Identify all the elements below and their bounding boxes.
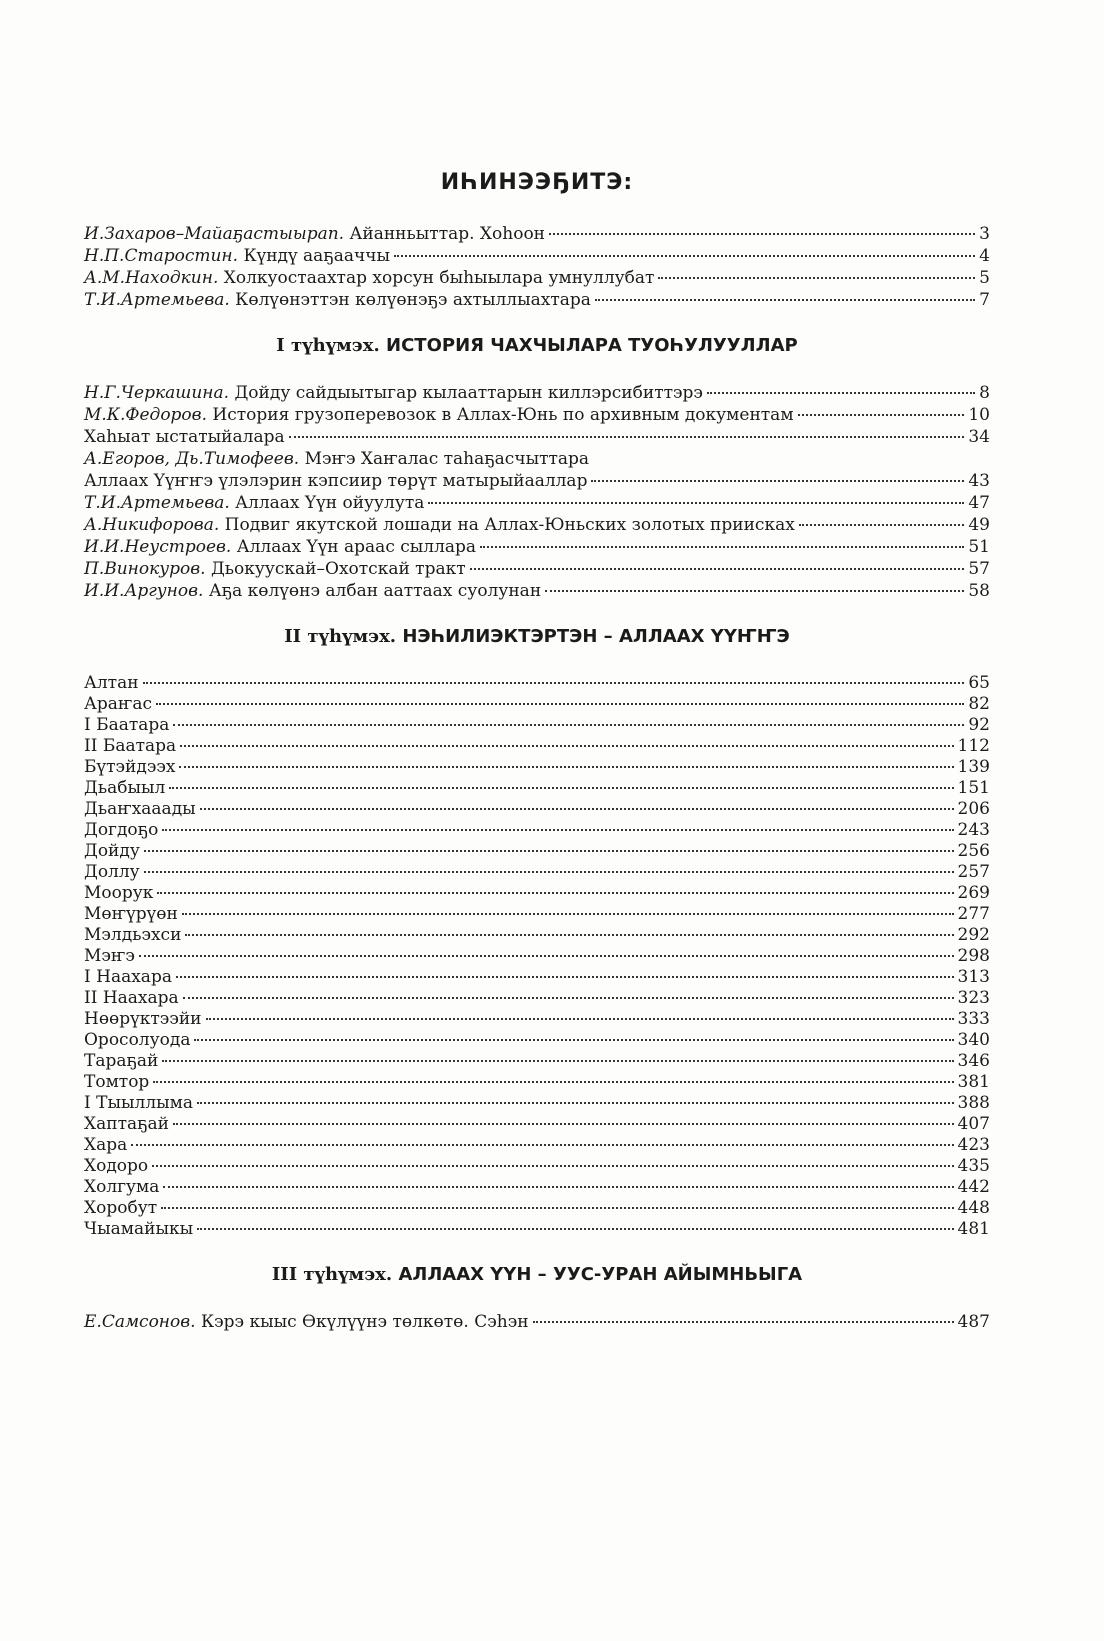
dot-leader <box>157 892 953 894</box>
page-number: 139 <box>957 757 990 777</box>
page-number: 442 <box>957 1177 990 1197</box>
entry-text <box>84 883 153 904</box>
dot-leader <box>200 808 954 810</box>
toc-entry <box>84 1093 990 1114</box>
entry-title: Нөөрүктээйи <box>84 1009 202 1029</box>
page-number: 58 <box>968 581 990 601</box>
entry-text <box>84 448 589 470</box>
toc-entry <box>84 426 990 448</box>
dot-leader <box>394 255 975 257</box>
table-of-contents <box>84 170 990 1333</box>
entry-title: Чыамайыкы <box>84 1219 194 1239</box>
entry-text <box>84 925 181 946</box>
section-title: ИСТОРИЯ ЧАХЧЫЛАРА ТУОҺУЛУУЛЛАР <box>386 335 798 356</box>
entry-title: Хаһыат ыстатыйалара <box>84 427 285 447</box>
page-number: 3 <box>979 224 990 244</box>
section-prefix: II түһүмэх. <box>284 626 397 647</box>
entry-text <box>84 904 178 925</box>
toc-entry <box>84 841 990 862</box>
dot-leader <box>799 524 965 526</box>
entry-title: Мэлдьэхси <box>84 925 182 945</box>
entry-author: П.Винокуров. <box>84 559 206 579</box>
entry-text <box>84 245 390 267</box>
dot-leader <box>176 976 954 978</box>
dot-leader <box>163 1186 953 1188</box>
entry-title: II Наахара <box>84 988 179 1008</box>
dot-leader <box>533 1321 954 1323</box>
page-number: 43 <box>968 471 990 491</box>
entry-text <box>84 1114 169 1135</box>
toc-entry <box>84 862 990 883</box>
entry-text <box>84 558 466 580</box>
page-number: 65 <box>968 673 990 693</box>
dot-leader <box>161 1207 953 1209</box>
toc-entry <box>84 382 990 404</box>
entry-text <box>84 404 794 426</box>
entry-text <box>84 580 541 602</box>
entry-title: Ходоро <box>84 1156 149 1176</box>
entry-text <box>84 1009 202 1030</box>
section-1-list <box>84 382 990 602</box>
entry-title: Дьокуускай–Охотскай тракт <box>210 559 466 579</box>
dot-leader <box>194 1039 953 1041</box>
entry-title: Хоробут <box>84 1198 158 1218</box>
entry-title: Аҕа көлүөнэ албан ааттаах суолунан <box>208 581 542 601</box>
section-prefix: I түһүмэх. <box>276 335 380 356</box>
entry-text <box>84 426 285 448</box>
entry-text <box>84 470 587 492</box>
entry-title: Тараҕай <box>84 1051 159 1071</box>
entry-title: Томтор <box>84 1072 150 1092</box>
dot-leader <box>179 766 953 768</box>
entry-title: История грузоперевозок в Аллах-Юнь по архивным документам <box>212 405 794 425</box>
dot-leader <box>591 480 964 482</box>
toc-entry <box>84 757 990 778</box>
dot-leader <box>545 590 964 592</box>
entry-text <box>84 862 140 883</box>
dot-leader <box>131 1144 953 1146</box>
entry-text <box>84 267 654 289</box>
toc-entry <box>84 1311 990 1333</box>
entry-title: I Наахара <box>84 967 172 987</box>
dot-leader <box>595 299 975 301</box>
entry-text <box>84 799 196 820</box>
entry-title: Доллу <box>84 862 140 882</box>
page-number: 277 <box>957 904 990 924</box>
entry-title: Кэрэ кыыс Өкүлүүнэ төлкөтө. Сэһэн <box>200 1312 529 1332</box>
page-number: 487 <box>957 1312 990 1332</box>
toc-entry <box>84 967 990 988</box>
toc-entry <box>84 245 990 267</box>
dot-leader <box>480 546 964 548</box>
entry-author: А.Егоров, Дь.Тимофеев. <box>84 449 300 469</box>
dot-leader <box>206 1018 954 1020</box>
section-heading-3 <box>84 1264 990 1285</box>
page-number: 340 <box>957 1030 990 1050</box>
dot-leader <box>197 1102 954 1104</box>
page-number: 257 <box>957 862 990 882</box>
entry-text <box>84 1135 127 1156</box>
entry-title: Моорук <box>84 883 154 903</box>
entry-title: Айанньыттар. Хоһоон <box>349 224 546 244</box>
entry-text <box>84 1030 190 1051</box>
section-title: АЛЛААХ ҮҮН – УУС-УРАН АЙЫМНЬЫГА <box>398 1264 803 1285</box>
section-3-list <box>84 1311 990 1333</box>
toc-entry <box>84 223 990 245</box>
entry-text <box>84 1051 158 1072</box>
entry-author: Е.Самсонов. <box>84 1312 196 1332</box>
entry-author: А.Никифорова. <box>84 515 220 535</box>
toc-entry <box>84 1072 990 1093</box>
toc-entry <box>84 925 990 946</box>
dot-leader <box>428 502 964 504</box>
page-number: 423 <box>957 1135 990 1155</box>
entry-title: I Тыыллыма <box>84 1093 194 1113</box>
intro-list <box>84 223 990 311</box>
toc-entry <box>84 1051 990 1072</box>
entry-text <box>84 536 476 558</box>
toc-entry <box>84 673 990 694</box>
toc-entry <box>84 1177 990 1198</box>
entry-title: Холкуостаахтар хорсун быһыылара умнуллубат <box>223 268 655 288</box>
dot-leader <box>658 277 975 279</box>
dot-leader <box>156 703 964 705</box>
entry-title: Подвиг якутской лошади на Аллах-Юньских золотых приисках <box>224 515 795 535</box>
toc-entry <box>84 1030 990 1051</box>
dot-leader <box>162 1060 953 1062</box>
page-number: 256 <box>957 841 990 861</box>
dot-leader <box>144 871 954 873</box>
toc-entry <box>84 289 990 311</box>
page-number: 448 <box>957 1198 990 1218</box>
dot-leader <box>182 913 954 915</box>
dot-leader <box>143 682 965 684</box>
entry-text <box>84 223 545 245</box>
toc-entry <box>84 1198 990 1219</box>
entry-text <box>84 1198 157 1219</box>
entry-title: Дьаҥхааады <box>84 799 196 819</box>
toc-entry <box>84 715 990 736</box>
dot-leader <box>197 1228 953 1230</box>
section-2-list <box>84 673 990 1240</box>
entry-text <box>84 841 140 862</box>
page-number: 57 <box>968 559 990 579</box>
page-number: 49 <box>968 515 990 535</box>
entry-title: Аллаах Үүн ойуулута <box>235 493 425 513</box>
entry-author: И.И.Неустроев. <box>84 537 232 557</box>
dot-leader <box>180 745 953 747</box>
entry-author: И.Захаров–Майаҕастыырап. <box>84 224 345 244</box>
toc-entry <box>84 267 990 289</box>
toc-entry <box>84 736 990 757</box>
entry-title: Дойду сайдыытыгар кылааттарын киллэрсибиттэрэ <box>234 383 703 403</box>
entry-text <box>84 967 172 988</box>
entry-text <box>84 757 175 778</box>
toc-entry <box>84 778 990 799</box>
entry-title: Мэҥэ Хаҥалас таһаҕасчыттара <box>304 449 590 469</box>
toc-entry <box>84 536 990 558</box>
section-heading-2 <box>84 626 990 647</box>
page-number: 435 <box>957 1156 990 1176</box>
page-number: 4 <box>979 246 990 266</box>
entry-text <box>84 1311 529 1333</box>
entry-author: Т.И.Артемьева. <box>84 493 230 513</box>
toc-entry <box>84 883 990 904</box>
section-prefix: III түһүмэх. <box>271 1264 393 1285</box>
page-number: 388 <box>957 1093 990 1113</box>
entry-title: Алтан <box>84 673 139 693</box>
entry-text <box>84 492 424 514</box>
dot-leader <box>139 955 954 957</box>
section-heading-1 <box>84 335 990 356</box>
entry-text <box>84 1093 193 1114</box>
toc-entry <box>84 1219 990 1240</box>
toc-entry <box>84 904 990 925</box>
page-number: 82 <box>968 694 990 714</box>
page-title: ИҺИНЭЭҔИТЭ: <box>440 170 634 195</box>
entry-title: Аллаах Үүн араас сыллара <box>236 537 477 557</box>
dot-leader <box>173 724 964 726</box>
entry-title: Дойду <box>84 841 140 861</box>
entry-title: I Баатара <box>84 715 170 735</box>
page-number: 323 <box>957 988 990 1008</box>
entry-text <box>84 988 179 1009</box>
entry-author: И.И.Аргунов. <box>84 581 204 601</box>
entry-text <box>84 1177 159 1198</box>
page-number: 5 <box>979 268 990 288</box>
entry-author: М.К.Федоров. <box>84 405 207 425</box>
dot-leader <box>169 787 953 789</box>
page-number: 112 <box>957 736 990 756</box>
page-number: 206 <box>957 799 990 819</box>
dot-leader <box>185 934 953 936</box>
dot-leader <box>152 1165 953 1167</box>
entry-text <box>84 289 591 311</box>
entry-author: Н.Г.Черкашина. <box>84 383 230 403</box>
entry-text <box>84 715 169 736</box>
dot-leader <box>707 392 975 394</box>
toc-entry <box>84 946 990 967</box>
dot-leader <box>144 850 954 852</box>
entry-text <box>84 820 158 841</box>
entry-author: Т.И.Артемьева. <box>84 290 230 310</box>
entry-title: Мөҥүрүөн <box>84 904 178 924</box>
entry-title: Көлүөнэттэн көлүөнэҕэ ахтыллыахтара <box>235 290 591 310</box>
dot-leader <box>289 436 965 438</box>
page-number: 292 <box>957 925 990 945</box>
page-number: 333 <box>957 1009 990 1029</box>
entry-text <box>84 673 139 694</box>
page-number: 313 <box>957 967 990 987</box>
entry-title: Хара <box>84 1135 128 1155</box>
page-number: 47 <box>968 493 990 513</box>
entry-text <box>84 514 795 536</box>
page-number: 151 <box>957 778 990 798</box>
toc-entry <box>84 1114 990 1135</box>
page-number: 243 <box>957 820 990 840</box>
page-number: 7 <box>979 290 990 310</box>
entry-text <box>84 1156 148 1177</box>
entry-title: Мэҥэ <box>84 946 135 966</box>
page-number: 298 <box>957 946 990 966</box>
page-number: 346 <box>957 1051 990 1071</box>
entry-text <box>84 946 135 967</box>
entry-title: Аллаах Үүҥҥэ үлэлэрин кэпсиир төрүт матырыйааллар <box>84 471 588 491</box>
page-number: 34 <box>968 427 990 447</box>
dot-leader <box>162 829 953 831</box>
entry-title: Оросолуода <box>84 1030 191 1050</box>
entry-text <box>84 1219 193 1240</box>
toc-entry <box>84 470 990 492</box>
entry-title: Хаптаҕай <box>84 1114 170 1134</box>
page-number: 51 <box>968 537 990 557</box>
toc-entry <box>84 1009 990 1030</box>
section-title: НЭҺИЛИЭКТЭРТЭН – АЛЛААХ ҮҮҤҤЭ <box>402 626 790 647</box>
toc-entry <box>84 820 990 841</box>
entry-text <box>84 1072 149 1093</box>
page-number: 8 <box>979 383 990 403</box>
dot-leader <box>183 997 954 999</box>
entry-title: Араҥас <box>84 694 153 714</box>
toc-entry <box>84 988 990 1009</box>
page-number: 10 <box>968 405 990 425</box>
entry-title: Дьабыыл <box>84 778 166 798</box>
entry-title: Холгума <box>84 1177 160 1197</box>
toc-entry <box>84 404 990 426</box>
page-number: 92 <box>968 715 990 735</box>
page-number: 381 <box>957 1072 990 1092</box>
toc-entry <box>84 1135 990 1156</box>
entry-title: Догдоҕо <box>84 820 159 840</box>
dot-leader <box>549 233 975 235</box>
toc-entry <box>84 1156 990 1177</box>
toc-entry <box>84 514 990 536</box>
entry-author: А.М.Находкин. <box>84 268 219 288</box>
toc-entry <box>84 558 990 580</box>
dot-leader <box>153 1081 953 1083</box>
entry-title: Бүтэйдээх <box>84 757 176 777</box>
page-number: 407 <box>957 1114 990 1134</box>
toc-entry <box>84 492 990 514</box>
entry-text <box>84 694 152 715</box>
entry-text <box>84 778 165 799</box>
page-number: 481 <box>957 1219 990 1239</box>
entry-text <box>84 736 176 757</box>
page-number: 269 <box>957 883 990 903</box>
toc-entry <box>84 580 990 602</box>
entry-text <box>84 382 703 404</box>
toc-entry <box>84 694 990 715</box>
entry-author: Н.П.Старостин. <box>84 246 239 266</box>
dot-leader <box>173 1123 954 1125</box>
dot-leader <box>798 414 965 416</box>
toc-entry <box>84 448 990 470</box>
toc-entry <box>84 799 990 820</box>
entry-title: II Баатара <box>84 736 177 756</box>
dot-leader <box>470 568 965 570</box>
entry-title: Күндү ааҕааччы <box>243 246 390 266</box>
